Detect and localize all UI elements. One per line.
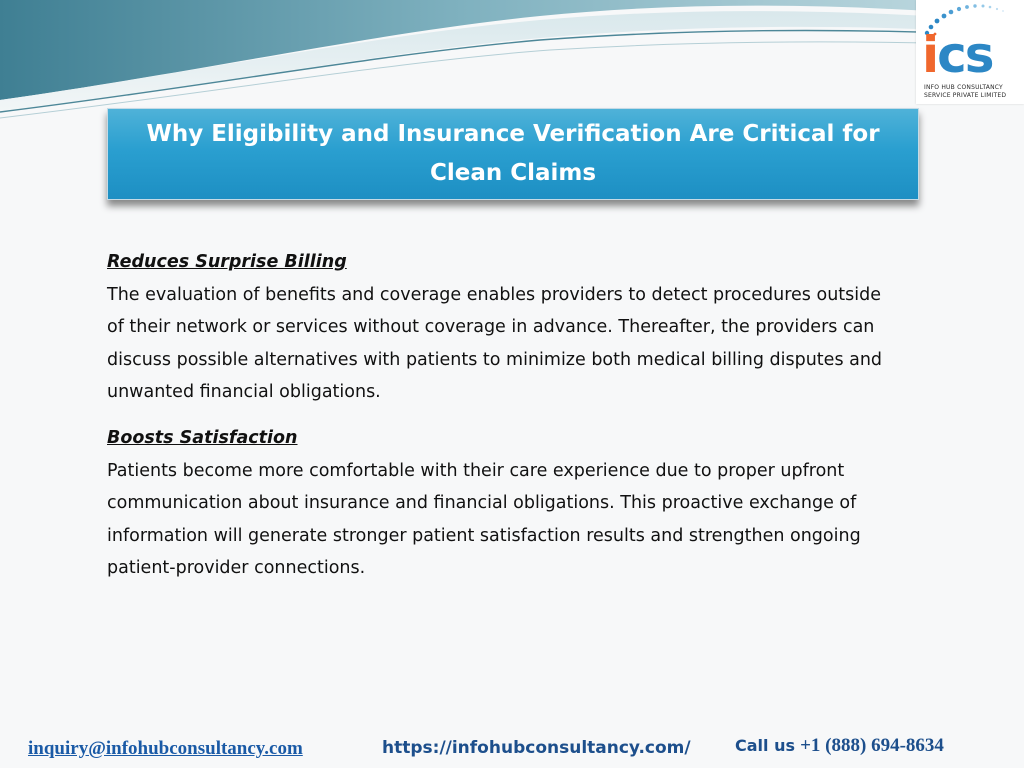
footer (0, 735, 1024, 768)
slide-title: Why Eligibility and Insurance Verification Are Critical for Clean Claims (146, 121, 880, 186)
phone-prefix: Call us (735, 736, 795, 755)
logo-company-line-2: SERVICE PRIVATE LIMITED (924, 92, 1007, 99)
slide-content (107, 246, 897, 598)
phone-contact[interactable] (735, 735, 944, 757)
section-body: The evaluation of benefits and coverage enables providers to detect procedures outside of their network or services without coverage in advance. Thereafter, the providers can discuss possible alternatives with patients to minimize both medical billing disputes and unwanted financial obligations. (107, 284, 883, 403)
website-link[interactable]: https://infohubconsultancy.com/ (382, 738, 691, 758)
slide-title-banner (107, 108, 919, 200)
email-link[interactable]: inquiry@infohubconsultancy.com (28, 738, 303, 759)
section-reduces-surprise-billing (107, 246, 897, 409)
phone-number: +1 (888) 694-8634 (800, 735, 944, 756)
company-logo (916, 0, 1024, 104)
logo-company-line-1: INFO HUB CONSULTANCY (924, 84, 1003, 91)
logo-wordmark: ics (922, 26, 993, 84)
section-body: Patients become more comfortable with their care experience due to proper upfront communication about insurance and financial obligations. This proactive exchange of information will generate stronger patient satisfaction results and strengthen ongoing patient-provider connections. (107, 460, 861, 579)
section-heading: Reduces Surprise Billing (107, 252, 347, 272)
section-boosts-satisfaction (107, 422, 897, 585)
section-heading: Boosts Satisfaction (107, 427, 298, 448)
